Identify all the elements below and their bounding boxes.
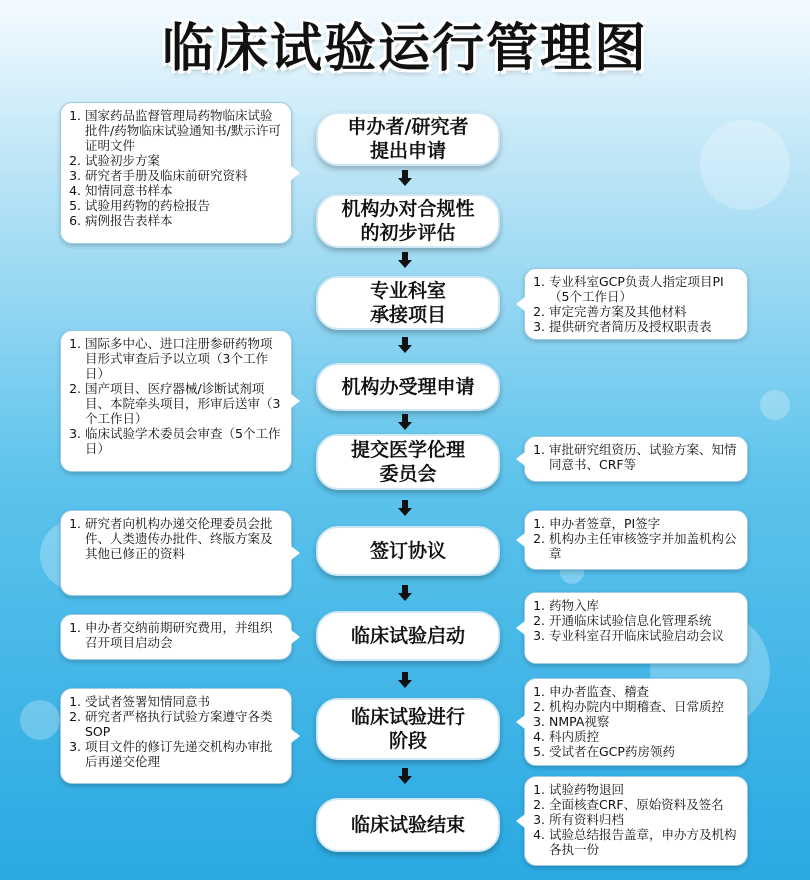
note-item: 1. 研究者向机构办递交伦理委员会批件、人类遗传办批件、终版方案及其他已修正的资料 [85, 516, 283, 561]
note-ethics-review [524, 436, 748, 482]
note-item: 6. 病例报告表样本 [85, 213, 283, 228]
step-trial-start: 临床试验启动 [316, 611, 500, 661]
note-startup-fee [60, 614, 292, 660]
note-monitoring [524, 678, 748, 766]
down-arrow-icon [398, 252, 412, 268]
step-trial-ongoing: 临床试验进行 阶段 [316, 698, 500, 760]
page-title: 临床试验运行管理图 [161, 19, 648, 79]
note-agreement-signing [524, 510, 748, 570]
note-item: 1. 申办者交纳前期研究费用，并组织召开项目启动会 [85, 620, 283, 650]
step-compliance-assessment: 机构办对合规性 的初步评估 [316, 194, 500, 248]
note-item: 1. 试验药物退回 [549, 782, 739, 797]
note-item: 2. 开通临床试验信息化管理系统 [549, 613, 739, 628]
note-item: 2. 研究者严格执行试验方案遵守各类SOP [85, 709, 283, 739]
note-ethics-submission [60, 510, 292, 596]
note-item: 5. 试验用药物的药检报告 [85, 198, 283, 213]
note-item: 2. 机构办主任审核签字并加盖机构公章 [549, 531, 739, 561]
note-item: 1. 申办者签章，PI签字 [549, 516, 739, 531]
step-sign-agreement: 签订协议 [316, 526, 500, 576]
step-office-accept: 机构办受理申请 [316, 363, 500, 411]
note-item: 1. 国际多中心、进口注册参研药物项目形式审查后予以立项（3个工作日） [85, 336, 283, 381]
note-item: 3. 研究者手册及临床前研究资料 [85, 168, 283, 183]
note-item: 2. 审定完善方案及其他材料 [549, 304, 739, 319]
note-item: 3. 临床试验学术委员会审查（5个工作日） [85, 426, 283, 456]
note-item: 1. 专业科室GCP负责人指定项目PI（5个工作日） [549, 274, 739, 304]
down-arrow-icon [398, 337, 412, 353]
note-item: 4. 试验总结报告盖章，申办方及机构各执一份 [549, 827, 739, 857]
note-item: 4. 知情同意书样本 [85, 183, 283, 198]
note-item: 1. 药物入库 [549, 598, 739, 613]
note-item: 3. NMPA视察 [549, 714, 739, 729]
step-department-accept: 专业科室 承接项目 [316, 276, 500, 330]
down-arrow-icon [398, 672, 412, 688]
note-item: 2. 全面核查CRF、原始资料及签名 [549, 797, 739, 812]
note-item: 2. 试验初步方案 [85, 153, 283, 168]
down-arrow-icon [398, 170, 412, 186]
note-trial-closeout [524, 776, 748, 866]
note-item: 3. 专业科室召开临床试验启动会议 [549, 628, 739, 643]
note-item: 2. 国产项目、医疗器械/诊断试剂项目、本院牵头项目，形审后送审（3个工作日） [85, 381, 283, 426]
note-item: 4. 科内质控 [549, 729, 739, 744]
note-item: 1. 受试者签署知情同意书 [85, 694, 283, 709]
note-item: 5. 受试者在GCP药房领药 [549, 744, 739, 759]
down-arrow-icon [398, 500, 412, 516]
note-application-documents [60, 102, 292, 244]
note-informed-consent [60, 688, 292, 784]
note-item: 3. 所有资料归档 [549, 812, 739, 827]
note-department-pi [524, 268, 748, 340]
down-arrow-icon [398, 585, 412, 601]
note-item: 1. 审批研究组资历、试验方案、知情同意书、CRF等 [549, 442, 739, 472]
down-arrow-icon [398, 414, 412, 430]
note-trial-startup [524, 592, 748, 664]
step-ethics-committee: 提交医学伦理 委员会 [316, 434, 500, 490]
note-item: 1. 国家药品监督管理局药物临床试验批件/药物临床试验通知书/默示许可证明文件 [85, 108, 283, 153]
step-submit-application: 申办者/研究者 提出申请 [316, 112, 500, 166]
step-trial-end: 临床试验结束 [316, 798, 500, 852]
down-arrow-icon [398, 768, 412, 784]
note-item: 3. 项目文件的修订先递交机构办审批后再递交伦理 [85, 739, 283, 769]
note-item: 3. 提供研究者简历及授权职责表 [549, 319, 739, 334]
note-item: 2. 机构办院内中期稽查、日常质控 [549, 699, 739, 714]
note-item: 1. 申办者监查、稽查 [549, 684, 739, 699]
note-office-acceptance [60, 330, 292, 472]
